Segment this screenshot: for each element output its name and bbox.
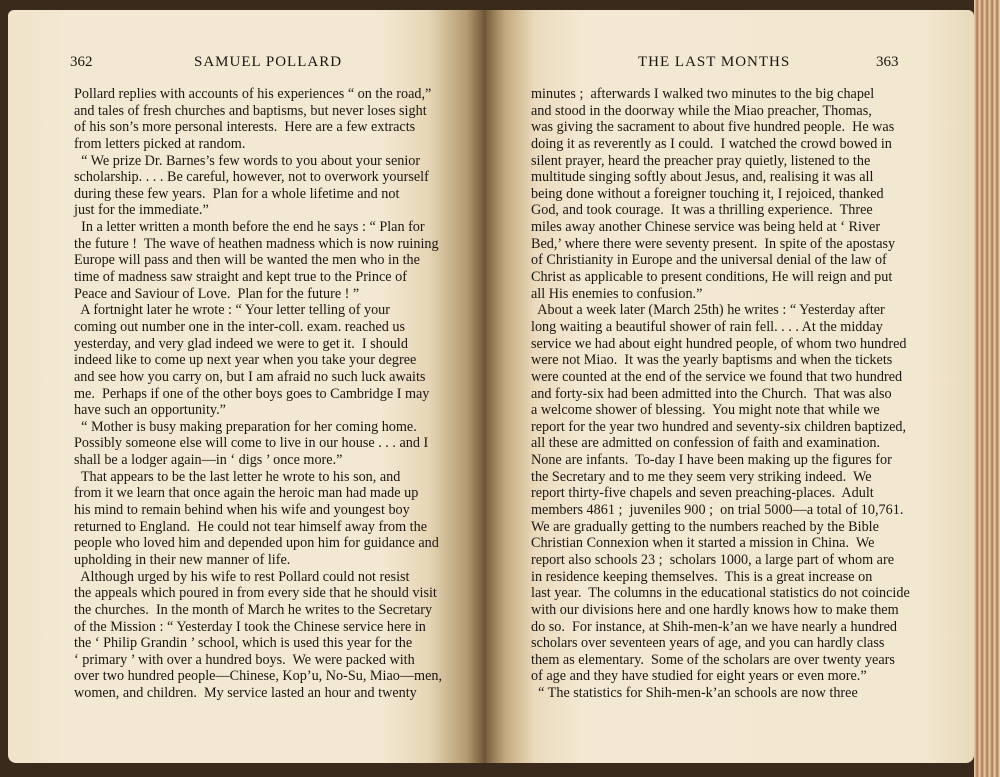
text-line: long waiting a beautiful shower of rain fell. . . . At the midday — [531, 318, 883, 335]
text-line: me. Perhaps if one of the other boys goes to Cambridge I may — [74, 385, 430, 402]
text-line: time of madness saw straight and kept true to the Prince of — [74, 269, 407, 286]
text-line: About a week later (March 25th) he writes : “ Yesterday after — [531, 302, 885, 319]
text-line: scholars over seventeen years of age, and you can hardly class — [531, 635, 885, 652]
text-line: A fortnight later he wrote : “ Your letter telling of your — [74, 302, 391, 319]
left-body-text — [74, 86, 454, 702]
text-line: them as elementary. Some of the scholars are over twenty years — [531, 651, 895, 668]
text-line: report thirty-five chapels and seven preaching-places. Adult — [531, 485, 874, 502]
right-page-number: 363 — [876, 54, 899, 70]
text-line: “ We prize Dr. Barnes’s few words to you about your senior — [74, 152, 421, 169]
right-body-text — [531, 86, 911, 702]
text-line: and see how you carry on, but I am afraid no such luck awaits — [74, 368, 426, 385]
text-line: upholding in their new manner of life. — [74, 551, 291, 568]
text-line: God, and took courage. It was a thrilling experience. Three — [531, 202, 873, 219]
text-line: the Secretary and to me they seem very striking indeed. We — [531, 468, 872, 485]
text-line: Pollard replies with accounts of his experiences “ on the road,” — [74, 86, 432, 102]
text-line: members 4861 ; juveniles 900 ; on trial 5000—a total of 10,761. — [531, 502, 904, 519]
text-line: all these are admitted on confession of faith and examination. — [531, 435, 881, 452]
text-line: from letters picked at random. — [74, 135, 246, 152]
text-line: coming out number one in the inter-coll. exam. reached us — [74, 318, 406, 335]
text-line: Possibly someone else will come to live in our house . . . and I — [74, 435, 429, 452]
text-line: Bed,’ where there were seventy present. In spite of the apostasy — [531, 235, 896, 252]
text-line: Europe will pass and then will be wanted the men who in the — [74, 252, 420, 269]
text-line: silent prayer, heard the preacher pray quietly, listened to the — [531, 152, 871, 169]
text-line: a welcome shower of blessing. You might note that while we — [531, 402, 880, 419]
text-line: and forty-six had been admitted into the Church. That was also — [531, 385, 892, 402]
text-line: In a letter written a month before the end he says : “ Plan for — [74, 219, 425, 236]
text-line: the appeals which poured in from every side that he should visit — [74, 585, 437, 602]
text-line: We are gradually getting to the numbers reached by the Bible — [531, 518, 879, 535]
text-line: yesterday, and very glad indeed we were to get it. I should — [74, 335, 408, 352]
text-line: doing it as reverently as I could. I watched the crowd bowed in — [531, 135, 892, 152]
text-line: scholarship. . . . Be careful, however, not to overwork yourself — [74, 169, 429, 186]
text-line: “ Mother is busy making preparation for her coming home. — [74, 418, 417, 435]
text-line: just for the immediate.” — [74, 202, 209, 219]
text-line: of the Mission : “ Yesterday I took the Chinese service here in — [74, 618, 426, 635]
text-line: over two hundred people—Chinese, Kop’u, No-Su, Miao—men, — [74, 668, 443, 685]
text-line: report for the year two hundred and seventy-six children baptized, — [531, 418, 907, 435]
text-line: last year. The columns in the educational statistics do not coincide — [531, 585, 910, 602]
text-line: with our divisions here and one hardly knows how to make them — [531, 601, 899, 618]
text-line: being done without a foreigner touching it, I rejoiced, thanked — [531, 185, 884, 202]
text-line: were not Miao. It was the yearly baptisms and when the tickets — [531, 352, 893, 369]
text-line: during these few years. Plan for a whole lifetime and not — [74, 185, 400, 202]
text-line: None are infants. To-day I have been making up the figures for — [531, 452, 892, 469]
text-line: in residence keeping themselves. This is a great increase on — [531, 568, 873, 585]
text-line: of his son’s more personal interests. Here are a few extracts — [74, 119, 416, 136]
text-line: and stood in the doorway while the Miao preacher, Thomas, — [531, 102, 872, 119]
left-page-number: 362 — [70, 54, 93, 70]
right-running-head: THE LAST MONTHS — [638, 54, 791, 70]
right-page — [486, 10, 974, 763]
text-line: Christ as applicable to present conditions, He will reign and put — [531, 269, 893, 286]
text-line: all His enemies to confusion.” — [531, 285, 703, 302]
text-line: Peace and Saviour of Love. Plan for the future ! ” — [74, 285, 360, 302]
text-line: shall be a lodger again—in ‘ digs ’ once more.” — [74, 452, 343, 469]
text-line: do so. For instance, at Shih-men-k’an we have nearly a hundred — [531, 618, 898, 635]
text-line: of Christianity in Europe and the universal denial of the law of — [531, 252, 887, 269]
text-line: from it we learn that once again the heroic man had made up — [74, 485, 419, 502]
text-line: of age and they have studied for eight years or even more.” — [531, 668, 867, 685]
text-line: returned to England. He could not tear himself away from the — [74, 518, 427, 535]
text-line: people who loved him and depended upon him for guidance and — [74, 535, 439, 552]
text-line: the future ! The wave of heathen madness which is now ruining — [74, 235, 439, 252]
left-running-head: SAMUEL POLLARD — [194, 54, 343, 70]
text-line: That appears to be the last letter he wrote to his son, and — [74, 468, 401, 485]
page-edges — [974, 0, 1000, 777]
text-line: the ‘ Philip Grandin ’ school, which is used this year for the — [74, 635, 413, 652]
text-line: minutes ; afterwards I walked two minutes to the big chapel — [531, 86, 875, 102]
text-line: miles away another Chinese service was being held at ‘ River — [531, 219, 881, 236]
text-line: the churches. In the month of March he writes to the Secretary — [74, 601, 433, 618]
text-line: ‘ primary ’ with over a hundred boys. We were packed with — [74, 651, 415, 668]
left-page — [8, 10, 486, 763]
text-line: was giving the sacrament to about five hundred people. He was — [531, 119, 895, 136]
text-line: his mind to remain behind when his wife and youngest boy — [74, 502, 410, 519]
text-line: indeed like to come up next year when you take your degree — [74, 352, 417, 369]
text-line: service we had about eight hundred people, of whom two hundred — [531, 335, 907, 352]
text-line: were counted at the end of the service we found that two hundred — [531, 368, 903, 385]
text-line: “ The statistics for Shih-men-k’an schools are now three — [531, 685, 858, 702]
text-line: multitude singing softly about Jesus, and, realising it was all — [531, 169, 874, 186]
text-line: women, and children. My service lasted an hour and twenty — [74, 685, 417, 702]
text-line: Christian Connexion when it started a mission in China. We — [531, 535, 875, 552]
text-line: and tales of fresh churches and baptisms, but never loses sight — [74, 102, 427, 119]
text-line: have such an opportunity.” — [74, 402, 226, 419]
text-line: report also schools 23 ; scholars 1000, a large part of whom are — [531, 551, 895, 568]
text-line: Although urged by his wife to rest Pollard could not resist — [74, 568, 410, 585]
